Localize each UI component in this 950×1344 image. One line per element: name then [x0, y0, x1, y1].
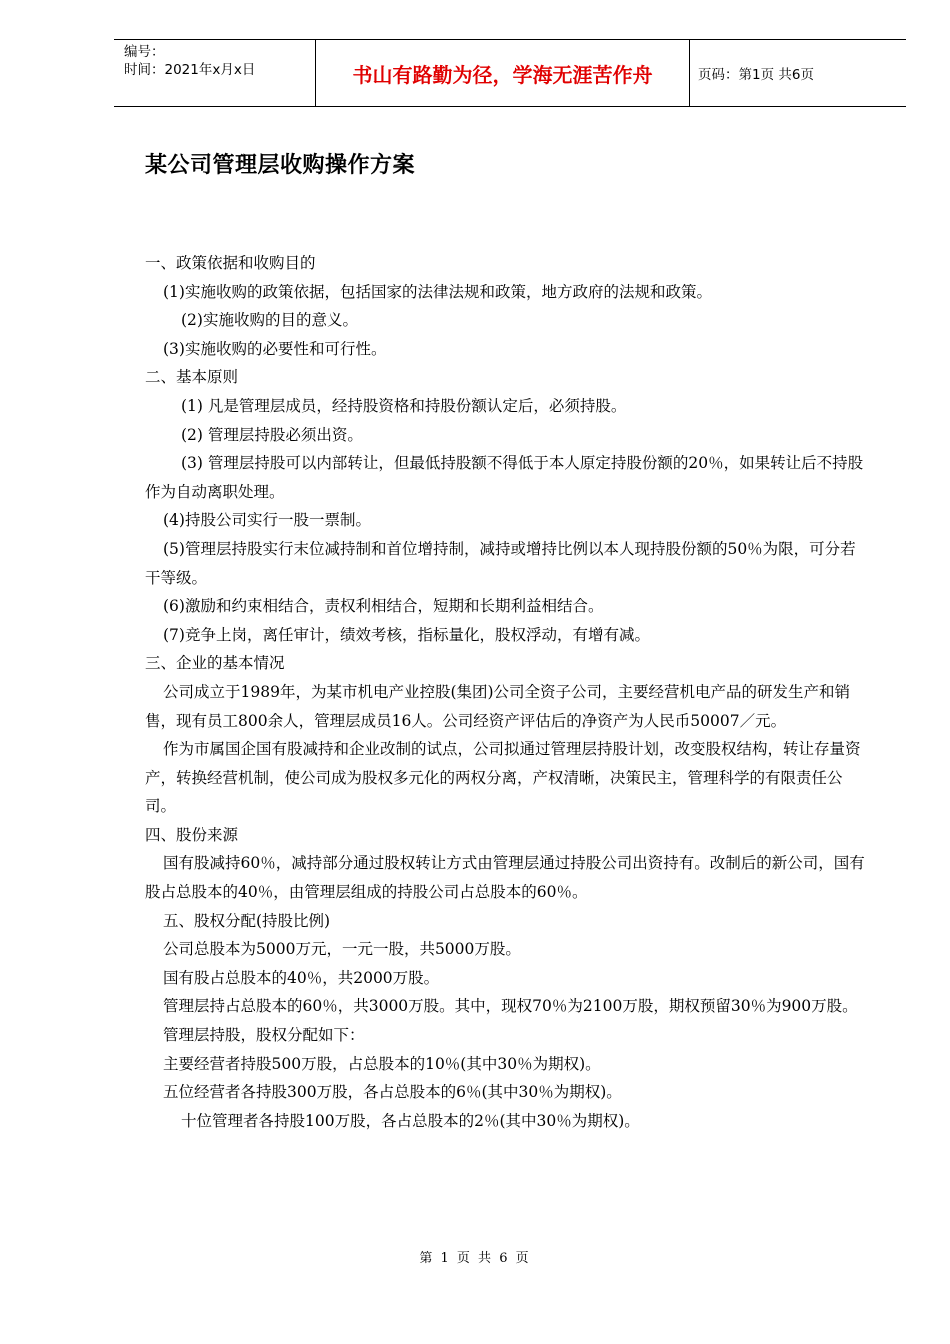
serial-label: 编号：	[124, 44, 165, 60]
section-heading: 五、股权分配(持股比例)	[163, 911, 331, 930]
paragraph: 十位管理者各持股100万股，各占总股本的2％(其中30％为期权)。	[181, 1111, 640, 1130]
paragraph: (4)持股公司实行一股一票制。	[163, 511, 371, 530]
time-label: 时间：2021年x月x日	[124, 62, 256, 78]
paragraph: 五位经营者各持股300万股，各占总股本的6％(其中30％为期权)。	[163, 1083, 622, 1102]
document-body	[145, 249, 865, 1135]
header-meta	[114, 40, 316, 106]
paragraph: (6)激励和约束相结合，责权利相结合，短期和长期利益相结合。	[163, 597, 604, 616]
paragraph: (1)实施收购的政策依据，包括国家的法律法规和政策，地方政府的法规和政策。	[163, 282, 712, 301]
header-page-info: 页码：第1页 共6页	[698, 67, 814, 83]
document-title: 某公司管理层收购操作方案	[145, 153, 416, 178]
paragraph: 公司总股本为5000万元，一元一股，共5000万股。	[163, 940, 521, 959]
section-heading: 三、企业的基本情况	[145, 654, 285, 673]
paragraph: (5)管理层持股实行末位减持制和首位增持制，减持或增持比例以本人现持股份额的50％为限，可分若干等级。	[145, 539, 856, 587]
paragraph: 作为市属国企国有股减持和企业改制的试点，公司拟通过管理层持股计划，改变股权结构，转让存量资产，转换经营机制，使公司成为股权多元化的两权分离，产权清晰，决策民主，管理科学的有限责任公司。	[145, 740, 861, 816]
paragraph: (2)实施收购的目的意义。	[181, 311, 358, 330]
paragraph: (2) 管理层持股必须出资。	[181, 425, 363, 444]
paragraph: (3)实施收购的必要性和可行性。	[163, 339, 387, 358]
section-heading: 二、基本原则	[145, 368, 239, 387]
paragraph: 管理层持占总股本的60％，共3000万股。其中，现权70％为2100万股，期权预留30％为900万股。	[163, 997, 858, 1016]
page-header	[114, 39, 906, 107]
paragraph: 公司成立于1989年，为某市机电产业控股(集团)公司全资子公司，主要经营机电产品的研发生产和销售，现有员工800余人，管理层成员16人。公司经资产评估后的净资产为人民币50007／元。	[145, 682, 851, 730]
header-motto: 书山有路勤为径，学海无涯苦作舟	[316, 40, 690, 106]
paragraph: 国有股占总股本的40％，共2000万股。	[163, 968, 440, 987]
paragraph: (3) 管理层持股可以内部转让，但最低持股额不得低于本人原定持股份额的20％，如果转让后不持股作为自动离职处理。	[145, 454, 864, 501]
paragraph: 国有股减持60％，减持部分通过股权转让方式由管理层通过持股公司出资持有。改制后的新公司，国有股占总股本的40％，由管理层组成的持股公司占总股本的60％。	[145, 854, 865, 902]
paragraph: (7)竞争上岗，离任审计，绩效考核，指标量化，股权浮动，有增有减。	[163, 625, 650, 644]
paragraph: 主要经营者持股500万股，占总股本的10％(其中30％为期权)。	[163, 1054, 601, 1073]
page-footer: 第 1 页 共 6 页	[419, 1251, 531, 1266]
section-heading: 四、股份来源	[145, 825, 239, 844]
section-heading: 一、政策依据和收购目的	[145, 254, 316, 272]
paragraph: (1) 凡是管理层成员，经持股资格和持股份额认定后，必须持股。	[181, 396, 627, 415]
paragraph: 管理层持股，股权分配如下：	[163, 1026, 365, 1045]
